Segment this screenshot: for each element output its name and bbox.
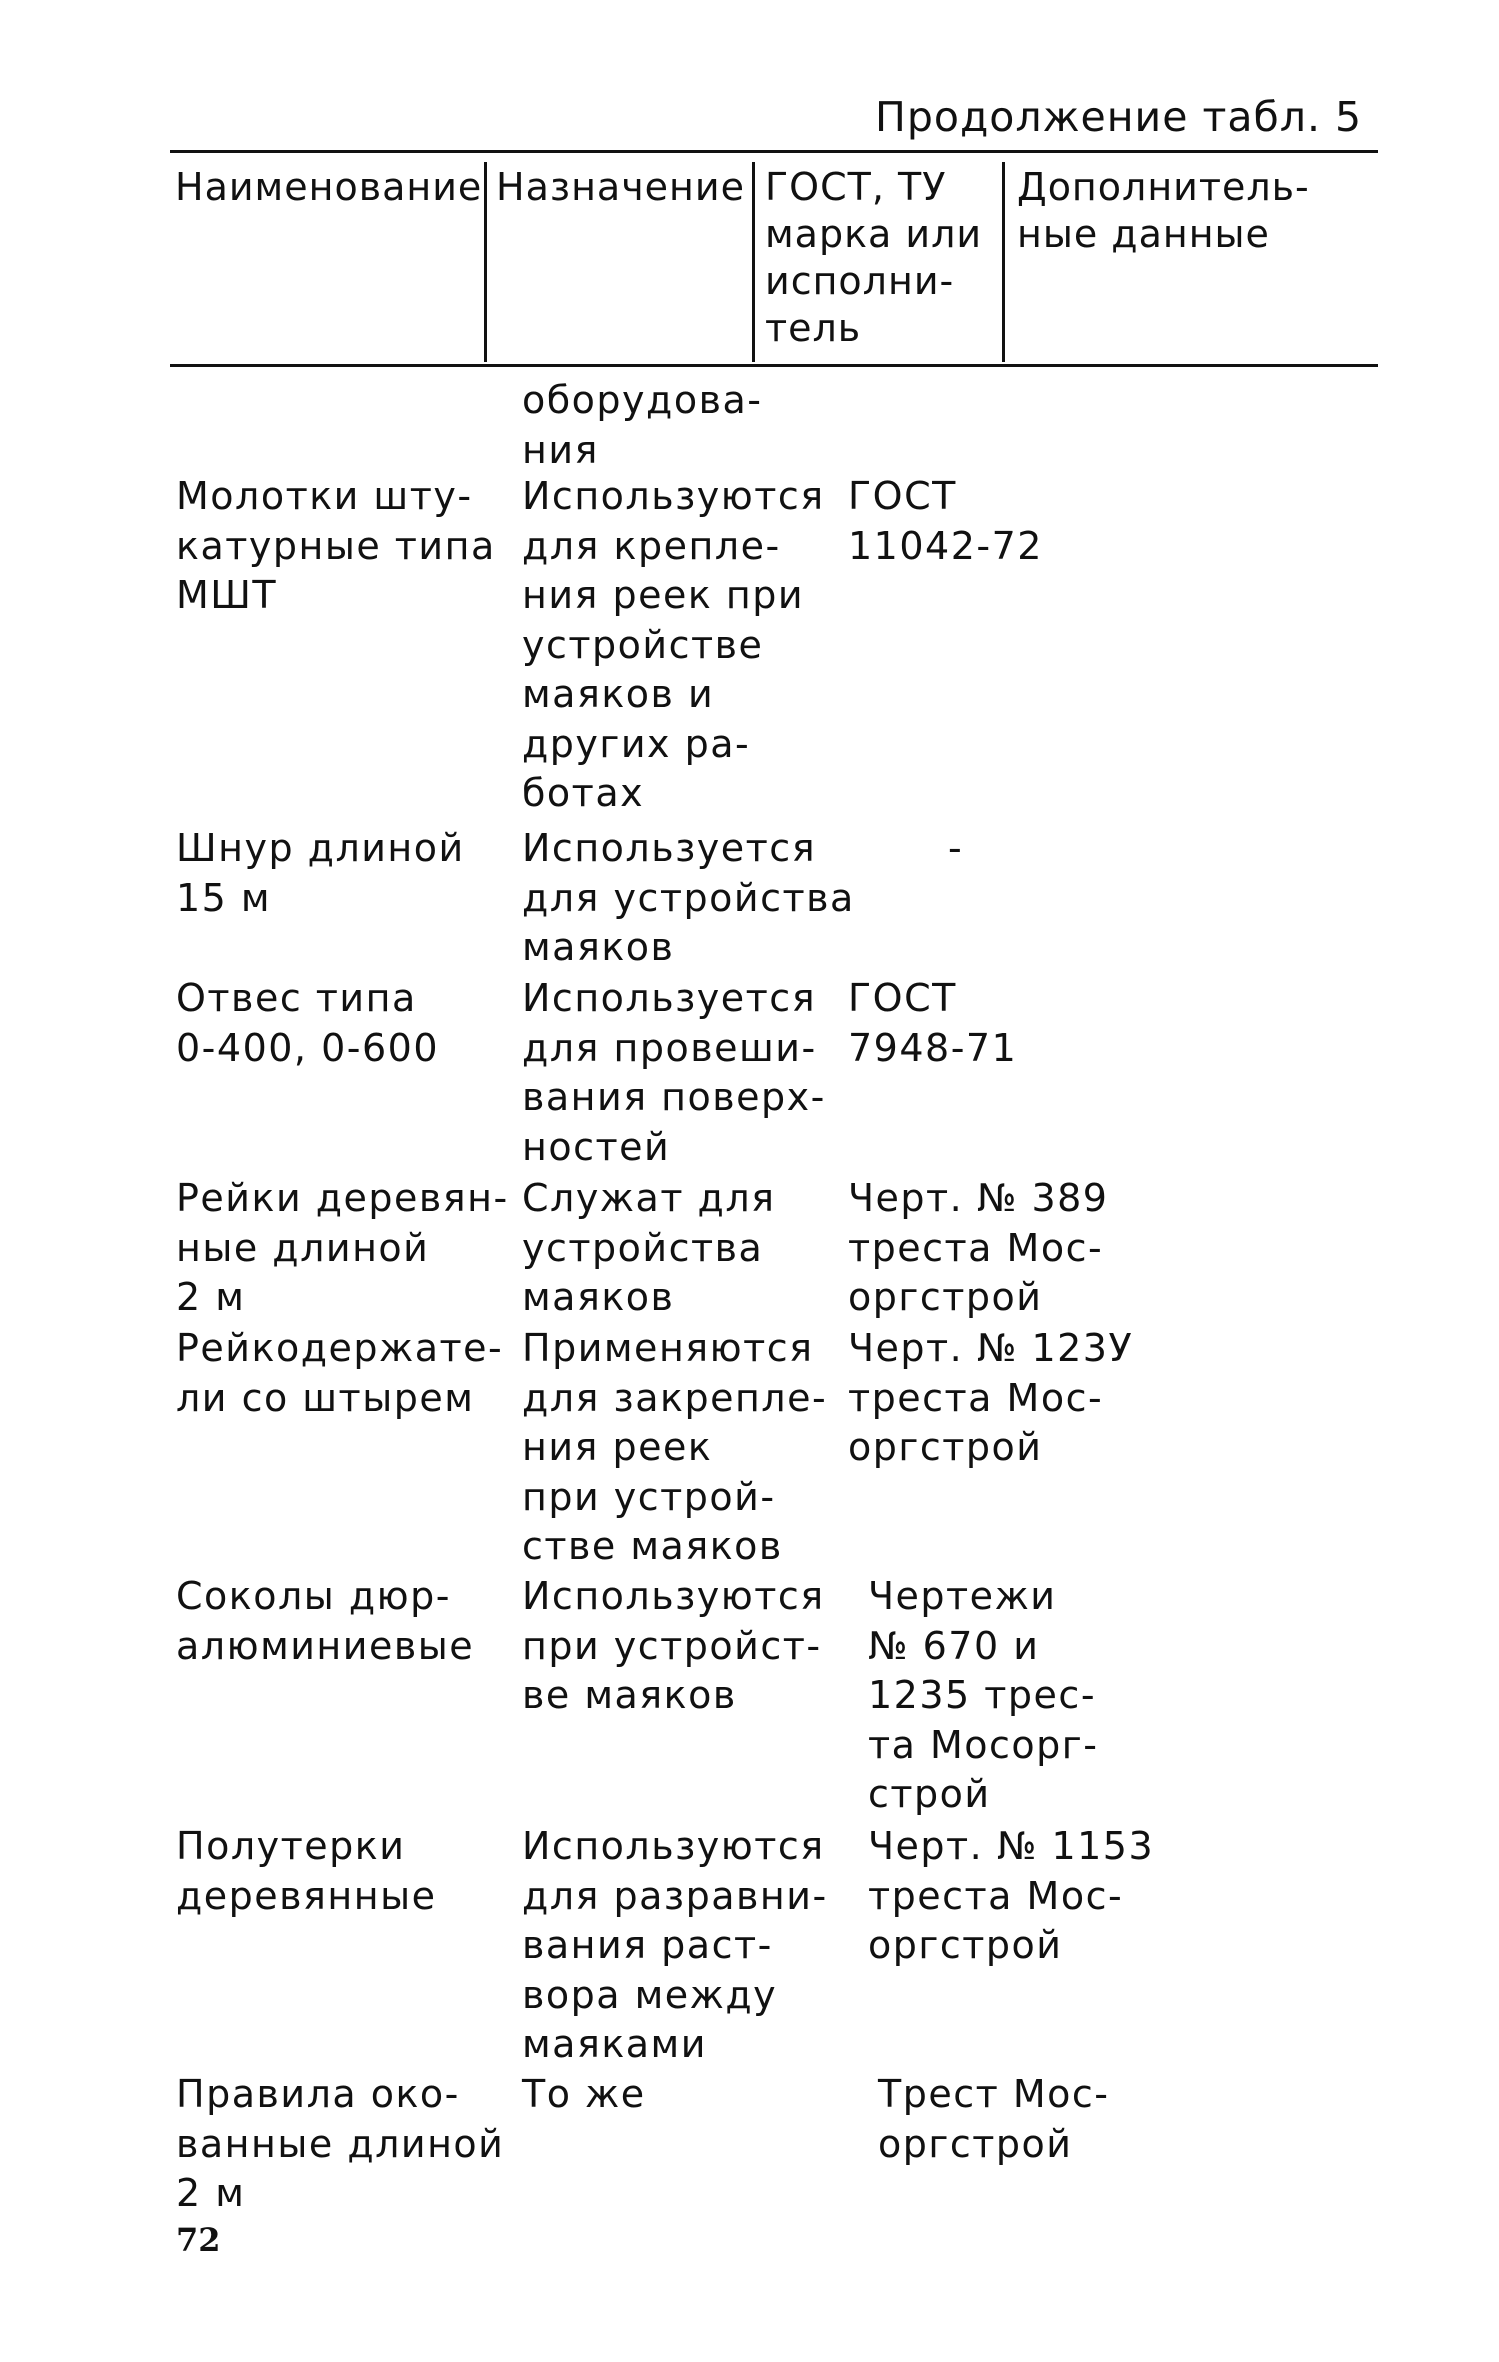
row-3-purpose: Используется для провеши- вания поверх- ностей bbox=[522, 976, 826, 1169]
row-6-purpose: Используются при устройст- ве маяков bbox=[522, 1574, 825, 1717]
row-1-purpose: Используются для крепле- ния реек при устройстве маяков и других ра- ботах bbox=[522, 474, 825, 815]
row-8-purpose: То же bbox=[522, 2072, 646, 2116]
row-7-gost: Черт. № 1153 треста Мос- оргстрой bbox=[868, 1824, 1155, 1967]
header-gost: ГОСТ, ТУ марка или исполни- тель bbox=[765, 165, 983, 350]
row-6-name: Соколы дюр- алюминиевые bbox=[176, 1574, 475, 1668]
row-8-name: Правила око- ванные длиной 2 м bbox=[176, 2072, 505, 2215]
row-3-name: Отвес типа 0-400, 0-600 bbox=[176, 976, 439, 1070]
row-6-gost: Чертежи № 670 и 1235 трес- та Мосорг- строй bbox=[868, 1574, 1099, 1816]
header-divider-2 bbox=[752, 162, 755, 362]
row-2-name: Шнур длиной 15 м bbox=[176, 826, 465, 920]
table-top-rule bbox=[170, 150, 1378, 153]
row-1-name: Молотки шту- катурные типа МШТ bbox=[176, 474, 496, 617]
row-3-gost: ГОСТ 7948-71 bbox=[848, 976, 1018, 1070]
header-divider-3 bbox=[1002, 162, 1005, 362]
header-name: Наименование bbox=[175, 165, 483, 209]
row-0-purpose: оборудова- ния bbox=[522, 378, 763, 472]
page-number: 72 bbox=[176, 2221, 221, 2259]
row-2-gost: - bbox=[948, 826, 964, 870]
row-5-name: Рейкодержате- ли со штырем bbox=[176, 1326, 504, 1420]
row-5-purpose: Применяются для закрепле- ния реек при устрой- стве маяков bbox=[522, 1326, 828, 1568]
table-continuation-caption: Продолжение табл. 5 bbox=[875, 93, 1363, 141]
row-8-gost: Трест Мос- оргстрой bbox=[878, 2072, 1110, 2166]
table-header-bottom-rule bbox=[170, 364, 1378, 367]
header-divider-1 bbox=[484, 162, 487, 362]
row-1-gost: ГОСТ 11042-72 bbox=[848, 474, 1043, 568]
row-5-gost: Черт. № 123У треста Мос- оргстрой bbox=[848, 1326, 1134, 1469]
row-7-purpose: Используются для разравни- вания раст- вора между маяками bbox=[522, 1824, 828, 2066]
header-extra: Дополнитель- ные данные bbox=[1017, 165, 1310, 256]
header-purpose: Назначение bbox=[496, 165, 745, 209]
row-4-gost: Черт. № 389 треста Мос- оргстрой bbox=[848, 1176, 1109, 1319]
row-7-name: Полутерки деревянные bbox=[176, 1824, 437, 1918]
row-2-purpose: Используется для устройства маяков bbox=[522, 826, 855, 969]
row-4-purpose: Служат для устройства маяков bbox=[522, 1176, 776, 1319]
row-4-name: Рейки деревян- ные длиной 2 м bbox=[176, 1176, 509, 1319]
